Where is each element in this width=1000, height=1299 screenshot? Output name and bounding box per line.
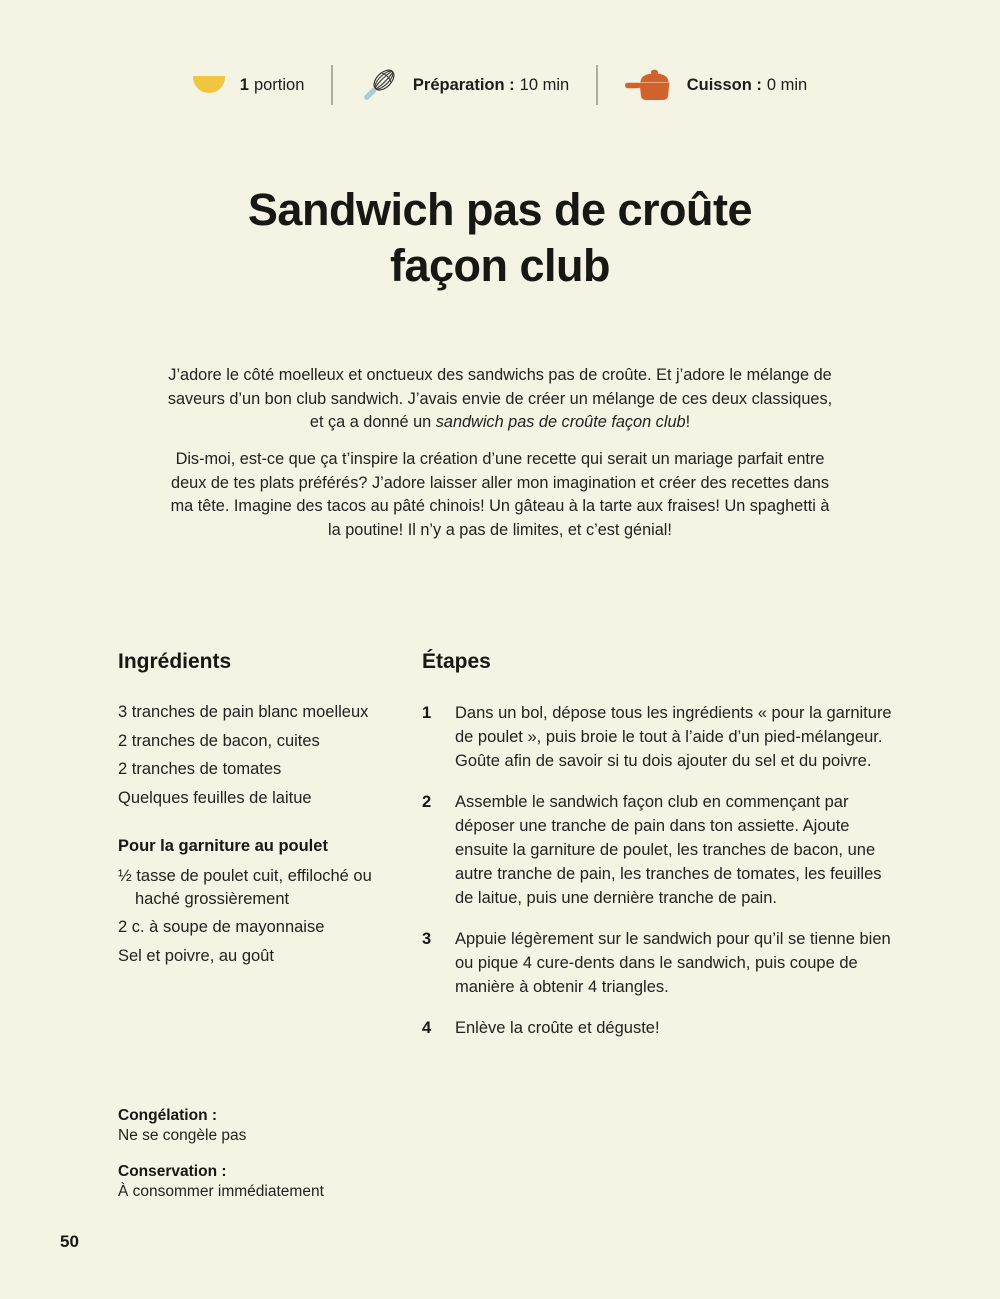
step-item — [422, 790, 900, 910]
step-number: 1 — [422, 704, 432, 722]
meta-divider — [331, 65, 333, 105]
portion-text — [240, 76, 305, 95]
step-item — [422, 927, 900, 999]
bowl-icon — [193, 76, 225, 94]
recipe-title-line2: façon club — [389, 240, 611, 291]
steps-heading: Étapes — [422, 650, 491, 673]
storage-notes — [118, 1106, 418, 1218]
ingredients-section — [118, 650, 410, 973]
step-text: Appuie légèrement sur le sandwich pour qu’il se tienne bien ou pique 4 cure-dents dans le sandwich, puis coupe de manière à obtenir 4 triangles. — [455, 930, 891, 996]
whisk-icon — [360, 65, 398, 105]
conservation-value: À consommer immédiatement — [118, 1182, 324, 1200]
preparation-text — [413, 76, 569, 95]
recipe-meta-row — [0, 60, 1000, 110]
intro-p1-end: ! — [685, 413, 691, 432]
cuisson-text — [687, 76, 808, 95]
conservation-label: Conservation : — [118, 1163, 227, 1180]
congelation-value: Ne se congèle pas — [118, 1126, 247, 1144]
congelation-label: Congélation : — [118, 1107, 218, 1124]
pot-icon — [625, 69, 672, 102]
preparation-value: 10 min — [519, 75, 570, 94]
congelation-note — [118, 1106, 418, 1145]
step-item — [422, 701, 900, 773]
step-text: Assemble le sandwich façon club en commençant par déposer une tranche de pain dans ton assiette. Ajoute ensuite la garniture de poulet, les tranches de bacon, une autre tranche de pain, les tranches de tomates, les feuilles de laitue, puis une dernière tranche de pain. — [455, 793, 882, 907]
step-number: 2 — [422, 793, 432, 811]
recipe-title-line1: Sandwich pas de croûte — [247, 184, 753, 235]
steps-section — [422, 650, 900, 1057]
ingredient-item: 2 tranches de tomates — [118, 760, 282, 778]
intro-paragraph-2: Dis-moi, est-ce que ça t’inspire la création d’une recette qui serait un mariage parfait entre deux de tes plats préférés? J’adore laisser aller mon imagination et créer des recettes dans ma tête. Imagine des tacos au pâté chinois! Un gâteau à la tarte aux fraises! Un spaghetti à la poutine! Il n’y a pas de limites, et c’est génial! — [170, 450, 830, 540]
ingredient-item: Sel et poivre, au goût — [118, 946, 274, 965]
ingredient-item: 3 tranches de pain blanc moelleux — [118, 703, 369, 721]
cuisson-label: Cuisson : — [686, 75, 762, 94]
ingredient-item: 2 c. à soupe de mayonnaise — [118, 918, 325, 936]
preparation-label: Préparation : — [412, 75, 515, 94]
intro-p1-italic: sandwich pas de croûte façon club — [435, 413, 686, 432]
ingredient-item: Quelques feuilles de laitue — [118, 788, 312, 807]
ingredients-subheading: Pour la garniture au poulet — [118, 836, 328, 855]
cuisson-value: 0 min — [766, 75, 808, 94]
ingredients-heading: Ingrédients — [118, 650, 232, 673]
step-text: Enlève la croûte et déguste! — [455, 1019, 660, 1037]
intro-paragraph-1 — [166, 364, 834, 435]
ingredient-item: ½ tasse de poulet cuit, effiloché ou haché grossièrement — [118, 866, 372, 908]
step-number: 4 — [422, 1019, 432, 1037]
page-number: 50 — [60, 1232, 79, 1251]
portion-label: portion — [253, 75, 305, 94]
recipe-title — [0, 182, 1000, 294]
meta-divider — [596, 65, 598, 105]
ingredient-item: 2 tranches de bacon, cuites — [118, 731, 320, 750]
step-text: Dans un bol, dépose tous les ingrédients « pour la garniture de poulet », puis broie le tout à l’aide d’un pied-mélangeur. Goûte afin de savoir si tu dois ajouter du sel et du poivre. — [455, 704, 892, 770]
portion-count: 1 — [239, 75, 249, 94]
cuisson-meta — [625, 69, 808, 102]
step-item — [422, 1016, 900, 1040]
intro-p1-start: J’adore le côté moelleux et onctueux des sandwichs pas de croûte. Et j’adore le mélange de saveurs d’un bon club sandwich. J’avais envie de créer un mélange de ces deux classiques, et ça a donné un — [167, 366, 833, 432]
portion-meta — [193, 76, 305, 95]
step-number: 3 — [422, 930, 432, 948]
conservation-note — [118, 1162, 418, 1201]
preparation-meta — [360, 65, 569, 105]
